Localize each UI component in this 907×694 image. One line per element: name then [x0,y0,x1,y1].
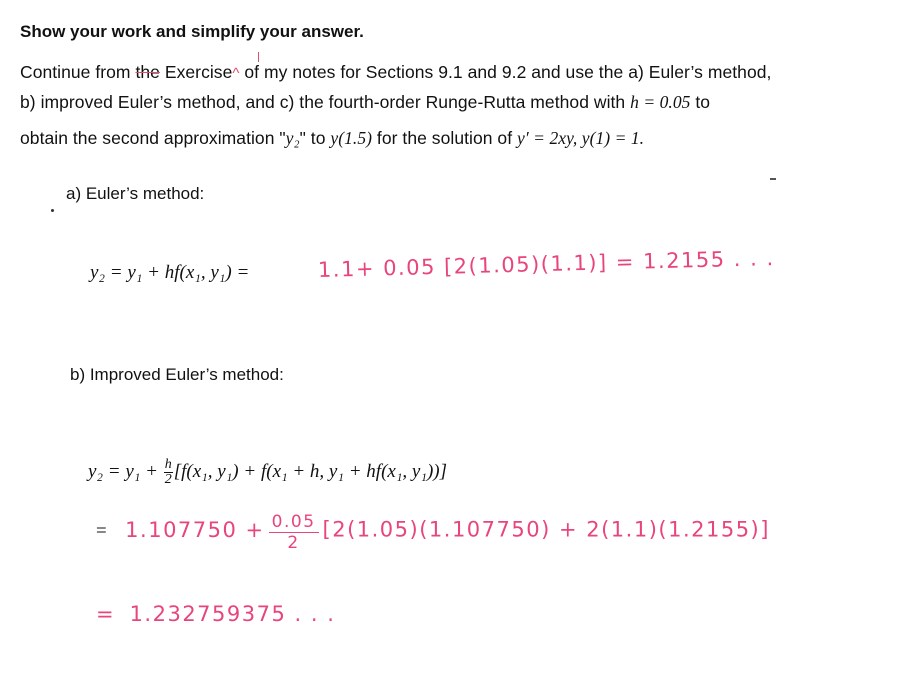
struck-word: the [135,62,160,82]
handwritten-term-1: 1.107750 + [125,517,265,542]
line1-pre: Continue from [20,62,136,82]
line2-pre: b) improved Euler’s method, and c) the fourth-order Runge-Rutta method with [20,92,631,112]
fraction-numerator: h [164,457,172,472]
part-b-step-2 [96,602,335,626]
handwritten-fraction [269,512,319,553]
h-over-2-fraction [164,458,173,487]
line1-post: of my notes for Sections 9.1 and 9.2 and use the a) Euler’s method, [239,62,772,82]
line3-pre: obtain the second approximation " [20,128,286,148]
caret-insert-mark: ^ [232,65,240,82]
line3-mid2: for the solution of [372,128,518,148]
equals-sign: = [96,520,107,542]
improved-formula-pre: y₂ = y₁ + [88,460,163,482]
ode-math: y′ = 2xy, y(1) = 1. [517,128,645,148]
step-size-math: h = 0.05 [630,92,691,112]
line3-mid: " to [299,128,331,148]
stray-dash-mark [770,178,776,180]
line2-post: to [690,92,711,112]
euler-formula: y₂ = y₁ + hf(x₁, y₁) = [90,262,250,283]
part-a-equation [90,262,249,284]
y2-math: y₂ [285,128,300,148]
part-a-label: a) Euler’s method: [66,184,205,203]
problem-line-1 [20,62,771,83]
part-b-step-1 [96,512,770,553]
handwritten-equals-sign: = [96,602,116,626]
target-math: y(1.5) [330,128,373,148]
problem-line-2 [20,92,710,113]
fraction-denominator: 2 [164,472,172,487]
part-a-handwritten-answer: 1.1+ 0.05 [2(1.05)(1.1)] = 1.2155 . . . [317,246,775,282]
part-b-label: b) Improved Euler’s method: [70,365,284,384]
handwritten-fraction-numerator: 0.05 [269,512,319,533]
improved-formula-post: [f(x₁, y₁) + f(x₁ + h, y₁ + hf(x₁, y₁))] [173,460,448,482]
part-b-equation [88,458,447,487]
line1-mid: Exercise [159,62,233,82]
handwritten-fraction-denominator: 2 [287,533,300,553]
insert-tick-mark [258,52,259,62]
handwritten-final-answer: 1.232759375 . . . [129,602,336,626]
handwritten-bracket-term: [2(1.05)(1.107750) + 2(1.1)(1.2155)] [322,517,770,542]
stray-dot-mark [51,209,54,212]
instruction-heading: Show your work and simplify your answer. [20,22,364,41]
problem-line-3 [20,128,644,149]
